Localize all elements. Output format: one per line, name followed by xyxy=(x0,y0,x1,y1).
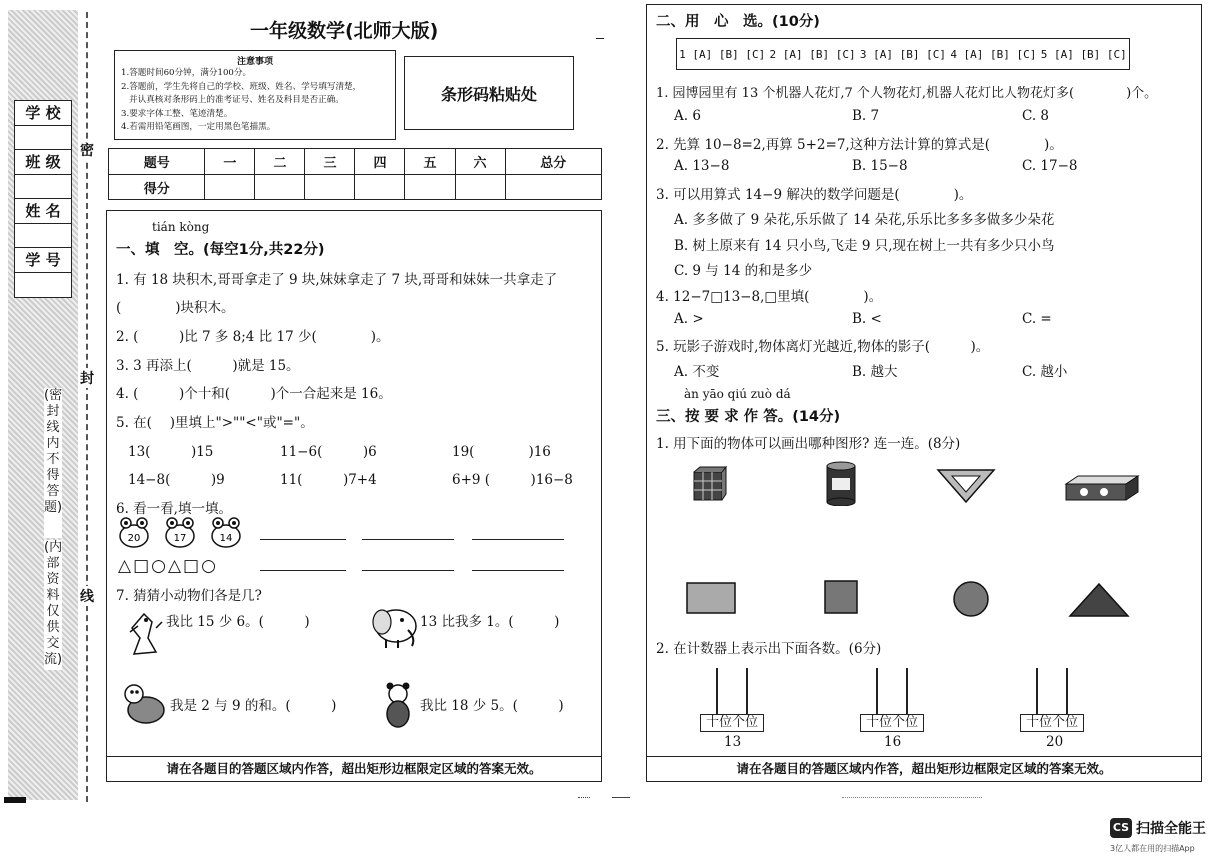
name-label: 姓 名 xyxy=(15,199,71,224)
page-foot-mark xyxy=(578,797,590,798)
animal-clue-3[interactable]: 我是 2 与 9 的和。( ) xyxy=(170,698,337,714)
abacus-16[interactable] xyxy=(860,668,926,732)
q4-option-c[interactable]: C. = xyxy=(1022,311,1052,327)
choice-q3: 3. 可以用算式 14−9 解决的数学问题是( )。 xyxy=(656,187,973,203)
bubble-q3[interactable]: 3 [A] [B] [C] xyxy=(859,47,947,61)
fill-q2[interactable]: 2. ( )比 7 多 8;4 比 17 少( )。 xyxy=(116,329,390,345)
notice-line-4: 3.要求字体工整、笔迹清楚。 xyxy=(121,108,233,119)
answer-line[interactable] xyxy=(472,539,564,540)
q2-option-a[interactable]: A. 13−8 xyxy=(674,158,730,174)
abacus-20[interactable] xyxy=(1020,668,1086,732)
score-cell[interactable] xyxy=(455,175,505,200)
set-square-icon[interactable] xyxy=(934,466,998,506)
answer-line[interactable] xyxy=(260,570,346,571)
barcode-area: 条形码粘贴处 xyxy=(404,56,574,130)
notice-line-1: 1.答题时间60分钟，满分100分。 xyxy=(121,68,252,78)
frog-num-3: 14 xyxy=(219,533,233,544)
notice-line-2: 2.答题前，学生先将自己的学校、班级、姓名、学号填写清楚， xyxy=(121,81,362,92)
notice-box xyxy=(114,50,396,140)
score-cell[interactable] xyxy=(205,175,255,200)
frog-num-2: 17 xyxy=(173,533,187,544)
seal-char-mi: 密 xyxy=(80,140,94,160)
name-blank[interactable] xyxy=(15,224,71,249)
q5-option-b[interactable]: B. 越大 xyxy=(852,364,898,380)
score-head-3: 三 xyxy=(305,149,355,175)
compare-5[interactable]: 11( )7+4 xyxy=(280,472,377,488)
q1-option-c[interactable]: C. 8 xyxy=(1022,108,1050,124)
compare-6[interactable]: 6+9 ( )16−8 xyxy=(452,472,573,488)
score-cell[interactable] xyxy=(405,175,455,200)
q2-option-b[interactable]: B. 15−8 xyxy=(852,158,908,174)
q3-option-a[interactable]: A. 多多做了 9 朵花,乐乐做了 14 朵花,乐乐比多多多做多少朵花 xyxy=(674,212,1055,228)
score-row-label: 得分 xyxy=(109,175,205,200)
page-foot-mark xyxy=(842,797,982,798)
abacus-number-3: 20 xyxy=(1046,734,1064,750)
compare-2[interactable]: 11−6( )6 xyxy=(280,444,377,460)
q5-option-a[interactable]: A. 不变 xyxy=(674,364,720,380)
score-head-6: 六 xyxy=(455,149,505,175)
abacus-13[interactable] xyxy=(700,668,766,732)
left-footer-note: 请在各题目的答题区域内作答，超出矩形边框限定区域的答案无效。 xyxy=(106,756,602,782)
q1-option-a[interactable]: A. 6 xyxy=(674,108,701,124)
class-label: 班 级 xyxy=(15,150,71,175)
seal-char-xian: 线 xyxy=(80,586,94,606)
abacus-base-label: 十位个位 xyxy=(700,714,764,732)
score-cell[interactable] xyxy=(255,175,305,200)
corner-mark xyxy=(4,797,26,803)
fill-q6: 6. 看一看,填一填。 xyxy=(116,501,232,517)
square-shape-icon[interactable] xyxy=(824,580,858,614)
score-head-label: 题号 xyxy=(109,149,205,175)
watermark-subtitle: 3亿人都在用的扫描App xyxy=(1110,844,1195,853)
q4-option-b[interactable]: B. < xyxy=(852,311,882,327)
sec1-pinyin: tián kòng xyxy=(152,220,210,234)
answer-line[interactable] xyxy=(260,539,346,540)
school-blank[interactable] xyxy=(15,126,71,151)
answer-line[interactable] xyxy=(472,570,564,571)
can-icon[interactable] xyxy=(824,460,858,506)
fill-q1-line1: 1. 有 18 块积木,哥哥拿走了 9 块,妹妹拿走了 7 块,哥哥和妹妹一共拿走了 xyxy=(116,272,558,288)
notice-line-5: 4.若需用铅笔画图，一定用黑色笔描黑。 xyxy=(121,122,276,132)
q1-option-b[interactable]: B. 7 xyxy=(852,108,880,124)
compare-3[interactable]: 19( )16 xyxy=(452,444,551,460)
choice-q1: 1. 园博园里有 13 个机器人花灯,7 个人物花灯,机器人花灯比人物花灯多( )个。 xyxy=(656,86,1158,101)
q5-option-c[interactable]: C. 越小 xyxy=(1022,364,1068,380)
animal-clue-4[interactable]: 我比 18 少 5。( ) xyxy=(420,698,564,714)
bubble-q2[interactable]: 2 [A] [B] [C] xyxy=(769,47,856,61)
watermark-name: 扫描全能王 xyxy=(1136,821,1206,837)
score-table xyxy=(108,148,602,200)
rectangle-shape-icon[interactable] xyxy=(686,582,736,614)
right-footer-note: 请在各题目的答题区域内作答，超出矩形边框限定区域的答案无效。 xyxy=(646,756,1202,782)
animal-clue-2[interactable]: 13 比我多 1。( ) xyxy=(420,614,560,630)
fill-q1-line2[interactable]: ( )块积木。 xyxy=(116,300,235,316)
choice-q2: 2. 先算 10−8=2,再算 5+2=7,这种方法计算的算式是( )。 xyxy=(656,137,1063,153)
choice-q4: 4. 12−7□13−8,□里填( )。 xyxy=(656,289,883,305)
bear-icon xyxy=(380,680,416,730)
internal-note: (内部资料 仅供交流) xyxy=(44,540,62,670)
fill-q4[interactable]: 4. ( )个十和( )个一合起来是 16。 xyxy=(116,386,392,402)
camscanner-logo-icon: CS xyxy=(1110,818,1132,838)
score-head-total: 总分 xyxy=(505,149,601,175)
score-cell[interactable] xyxy=(505,175,601,200)
abacus-number-2: 16 xyxy=(884,734,902,750)
q3-option-c[interactable]: C. 9 与 14 的和是多少 xyxy=(674,263,813,279)
school-label: 学 校 xyxy=(15,101,71,126)
no-answer-note: (密封线内不得答题) xyxy=(44,388,62,538)
bubble-q5[interactable]: 5 [A] [B] [C] xyxy=(1040,47,1127,61)
abacus-question: 2. 在计数器上表示出下面各数。(6分) xyxy=(656,641,882,657)
score-head-5: 五 xyxy=(405,149,455,175)
animal-clue-1[interactable]: 我比 15 少 6。( ) xyxy=(166,614,310,630)
id-label: 学 号 xyxy=(15,248,71,273)
score-cell[interactable] xyxy=(355,175,405,200)
compare-1[interactable]: 13( )15 xyxy=(128,444,214,460)
notice-title: 注意事项 xyxy=(236,57,273,67)
frog-num-1: 20 xyxy=(127,533,141,544)
answer-line[interactable] xyxy=(362,539,454,540)
score-head-4: 四 xyxy=(355,149,405,175)
page-mark xyxy=(596,38,604,39)
q4-option-a[interactable]: A. > xyxy=(674,311,704,327)
id-blank[interactable] xyxy=(15,273,71,298)
seal-line xyxy=(86,12,88,802)
section1-heading: 一、填 空。(每空1分,共22分) xyxy=(116,242,325,258)
student-info-box xyxy=(14,100,72,298)
turtle-icon xyxy=(120,680,168,728)
notice-line-3: 并认真核对条形码上的准考证号、姓名及科目是否正确。 xyxy=(129,95,344,105)
abacus-base-label: 十位个位 xyxy=(860,714,924,732)
shape-sequence: △□○△□○ xyxy=(118,556,218,576)
fill-q7: 7. 猜猜小动物们各是几? xyxy=(116,588,262,604)
match-question: 1. 用下面的物体可以画出哪种图形? 连一连。(8分) xyxy=(656,436,961,452)
abacus-base-label: 十位个位 xyxy=(1020,714,1084,732)
section2-heading: 二、用 心 选。(10分) xyxy=(656,14,820,30)
triangle-shape-icon[interactable] xyxy=(1068,582,1130,618)
dragon-icon xyxy=(122,608,166,660)
frog-group xyxy=(116,516,256,550)
q3-option-b[interactable]: B. 树上原来有 14 只小鸟,飞走 9 只,现在树上一共有多少只小鸟 xyxy=(674,238,1055,254)
compare-4[interactable]: 14−8( )9 xyxy=(128,472,225,488)
q2-option-c[interactable]: C. 17−8 xyxy=(1022,158,1078,174)
choice-q5: 5. 玩影子游戏时,物体离灯光越近,物体的影子( )。 xyxy=(656,339,990,355)
score-cell[interactable] xyxy=(305,175,355,200)
elephant-icon xyxy=(368,604,420,650)
pencil-box-icon[interactable] xyxy=(1064,474,1140,504)
score-head-2: 二 xyxy=(255,149,305,175)
circle-shape-icon[interactable] xyxy=(952,580,990,618)
fill-q5: 5. 在( )里填上">""<"或"="。 xyxy=(116,415,314,431)
abacus-number-1: 13 xyxy=(724,734,742,750)
bubble-q4[interactable]: 4 [A] [B] [C] xyxy=(950,47,1037,61)
fill-q3[interactable]: 3. 3 再添上( )就是 15。 xyxy=(116,358,300,374)
answer-bubble-box xyxy=(676,38,1130,70)
page-foot-mark xyxy=(612,797,630,798)
class-blank[interactable] xyxy=(15,175,71,200)
exam-title: 一年级数学(北师大版) xyxy=(250,20,439,42)
answer-line[interactable] xyxy=(362,570,454,571)
cube-icon[interactable] xyxy=(692,466,728,504)
score-head-1: 一 xyxy=(205,149,255,175)
sec3-pinyin: àn yāo qiú zuò dá xyxy=(684,387,791,401)
bubble-q1[interactable]: 1 [A] [B] [C] xyxy=(679,47,766,61)
seal-char-feng: 封 xyxy=(80,368,94,388)
section3-heading: 三、按 要 求 作 答。(14分) xyxy=(656,409,841,425)
